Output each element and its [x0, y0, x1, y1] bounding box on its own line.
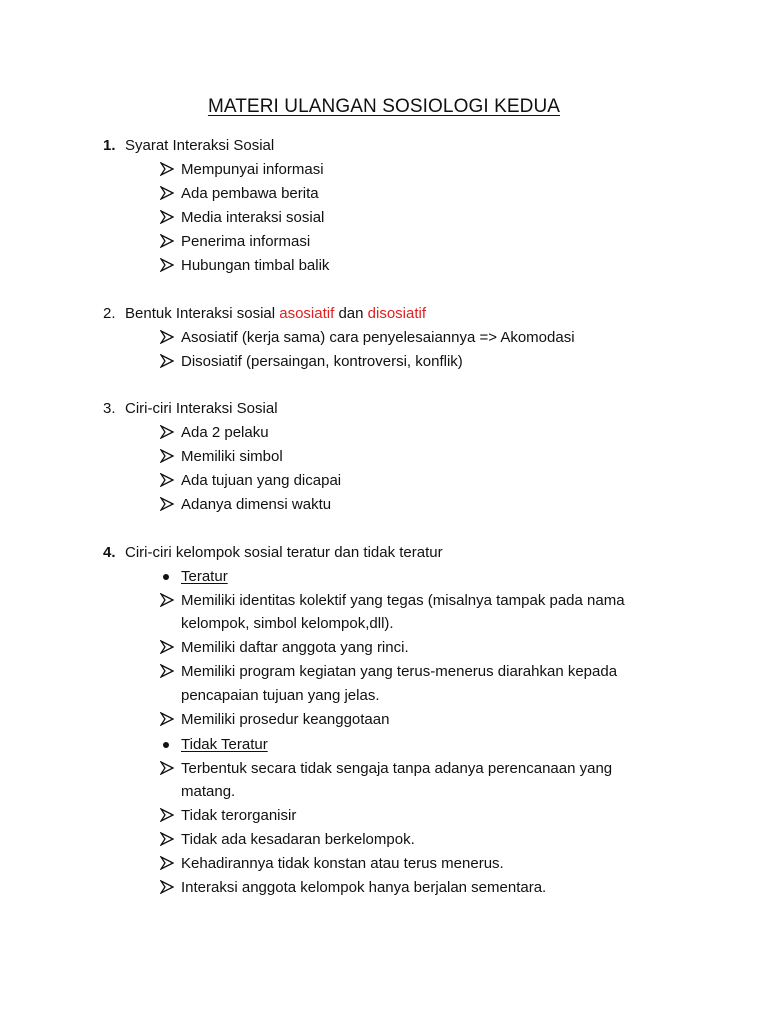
round-bullet-icon: [163, 574, 169, 580]
arrow-bullet-icon: [160, 880, 174, 894]
heading-text: dan: [334, 305, 368, 322]
list-item-continuation: kelompok, simbol kelompok,dll).: [181, 615, 394, 632]
round-bullet-icon: [163, 742, 169, 748]
list-item: Tidak ada kesadaran berkelompok.: [181, 831, 415, 848]
list-item: Memiliki daftar anggota yang rinci.: [181, 639, 409, 656]
list-item: Kehadirannya tidak konstan atau terus menerus.: [181, 855, 504, 872]
heading-text: Bentuk Interaksi sosial: [125, 305, 280, 322]
list-item: Ada pembawa berita: [181, 185, 319, 202]
subheading-tidak-teratur: Tidak Teratur: [181, 736, 268, 753]
arrow-bullet-icon: [160, 712, 174, 726]
list-item: Interaksi anggota kelompok hanya berjalan sementara.: [181, 879, 547, 896]
highlight-disosiatif: disosiatif: [367, 305, 427, 322]
list-item: Memiliki program kegiatan yang terus-menerus diarahkan kepada: [181, 663, 618, 680]
arrow-bullet-icon: [160, 425, 174, 439]
list-item: Terbentuk secara tidak sengaja tanpa adanya perencanaan yang: [181, 760, 613, 777]
list-item: Hubungan timbal balik: [181, 257, 330, 274]
list-item: Mempunyai informasi: [181, 161, 324, 178]
list-item: Ada tujuan yang dicapai: [181, 472, 342, 489]
list-item: Memiliki prosedur keanggotaan: [181, 711, 390, 728]
section-3-heading: Ciri-ciri Interaksi Sosial: [125, 400, 278, 417]
arrow-bullet-icon: [160, 808, 174, 822]
arrow-bullet-icon: [160, 186, 174, 200]
arrow-bullet-icon: [160, 473, 174, 487]
section-1-heading: Syarat Interaksi Sosial: [125, 137, 275, 154]
subheading-teratur: Teratur: [181, 568, 228, 585]
list-item: Adanya dimensi waktu: [181, 496, 332, 513]
section-1-number: 1.: [103, 137, 116, 154]
list-item: Tidak terorganisir: [181, 807, 297, 824]
document-title: MATERI ULANGAN SOSIOLOGI KEDUA: [207, 96, 561, 117]
section-2-number: 2.: [103, 305, 116, 322]
list-item: Memiliki identitas kolektif yang tegas (misalnya tampak pada nama: [181, 592, 625, 609]
list-item-continuation: matang.: [181, 783, 236, 800]
arrow-bullet-icon: [160, 664, 174, 678]
list-item: Memiliki simbol: [181, 448, 283, 465]
arrow-bullet-icon: [160, 640, 174, 654]
arrow-bullet-icon: [160, 856, 174, 870]
arrow-bullet-icon: [160, 330, 174, 344]
section-2-heading: [125, 304, 426, 324]
arrow-bullet-icon: [160, 210, 174, 224]
arrow-bullet-icon: [160, 832, 174, 846]
section-4-number: 4.: [103, 544, 116, 561]
list-item: Ada 2 pelaku: [181, 424, 269, 441]
list-item: Penerima informasi: [181, 233, 311, 250]
list-item: Media interaksi sosial: [181, 209, 325, 226]
list-item-continuation: pencapaian tujuan yang jelas.: [181, 687, 380, 704]
arrow-bullet-icon: [160, 354, 174, 368]
arrow-bullet-icon: [160, 593, 174, 607]
highlight-asosiatif: asosiatif: [279, 305, 335, 322]
list-item: Disosiatif (persaingan, kontroversi, konflik): [181, 353, 463, 370]
arrow-bullet-icon: [160, 761, 174, 775]
section-3-number: 3.: [103, 400, 116, 417]
arrow-bullet-icon: [160, 162, 174, 176]
arrow-bullet-icon: [160, 497, 174, 511]
arrow-bullet-icon: [160, 449, 174, 463]
list-item: Asosiatif (kerja sama) cara penyelesaiannya => Akomodasi: [181, 329, 575, 346]
arrow-bullet-icon: [160, 258, 174, 272]
section-4-heading: Ciri-ciri kelompok sosial teratur dan tidak teratur: [125, 544, 443, 561]
arrow-bullet-icon: [160, 234, 174, 248]
